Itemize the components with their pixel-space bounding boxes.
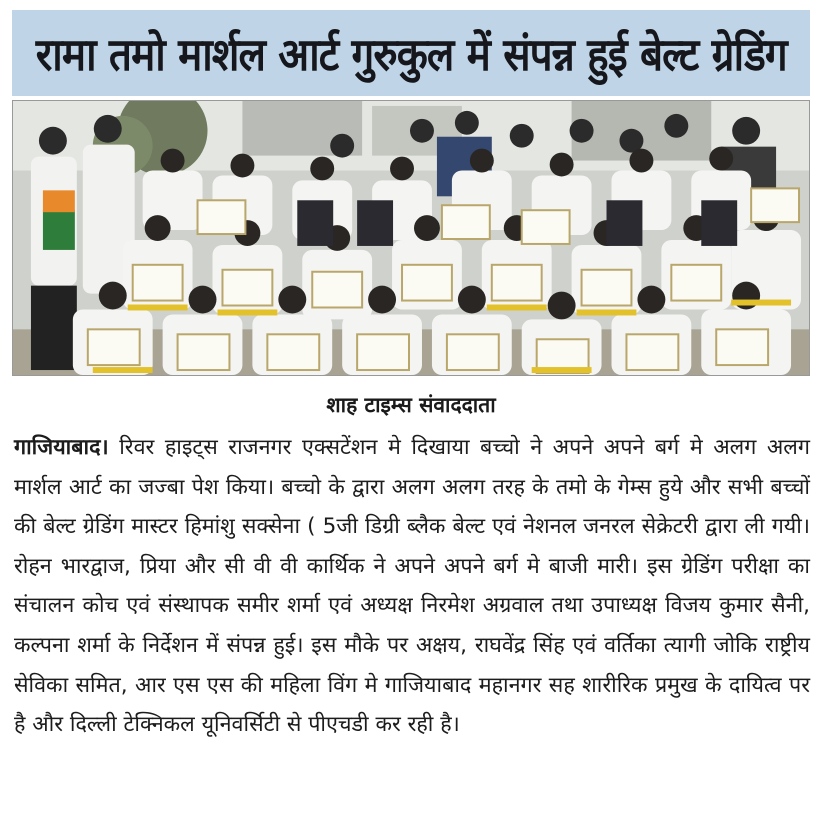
group-photo-illustration	[13, 101, 809, 375]
group-photo	[12, 100, 810, 376]
headline-banner	[12, 10, 810, 96]
byline: शाह टाइम्स संवाददाता	[326, 393, 496, 417]
article-body	[14, 428, 810, 745]
headline: रामा तमो मार्शल आर्ट गुरुकुल में संपन्न हुई बेल्ट ग्रेडिंग	[35, 27, 787, 81]
article-text: रिवर हाइट्स राजनगर एक्सटेंशन मे दिखाया बच्चो ने अपने अपने बर्ग मे अलग अलग मार्शल आर्ट का जज्बा पेश किया। बच्चो के द्वारा अलग अलग तरह के तमो के गेम्स हुये और सभी बच्चों की बेल्ट ग्रेडिंग मास्टर हिमांशु सक्सेना ( 5जी डिग्री ब्लैक बेल्ट एवं नेशनल जनरल सेक्रेटरी द्वारा ली गयी। रोहन भारद्वाज, प्रिया और सी वी वी कार्थिक ने अपने अपने बर्ग मे बाजी मारी। इस ग्रेडिंग परीक्षा का संचालन कोच एवं संस्थापक समीर शर्मा एवं अध्यक्ष निरमेश अग्रवाल तथा उपाध्यक्ष विजय कुमार सैनी, कल्पना शर्मा के निर्देशन में संपन्न हुई। इस मौके पर अक्षय, राघवेंद्र सिंह एवं वर्तिका त्यागी जोकि राष्ट्रीय सेविका समित, आर एस एस की महिला विंग मे गाजियाबाद महानगर सह शारीरिक प्रमुख के दायित्व पर है और दिल्ली टेक्निकल यूनिवर्सिटी से पीएचडी कर रही है।	[14, 435, 810, 738]
article-dateline: गाजियाबाद।	[14, 435, 109, 460]
